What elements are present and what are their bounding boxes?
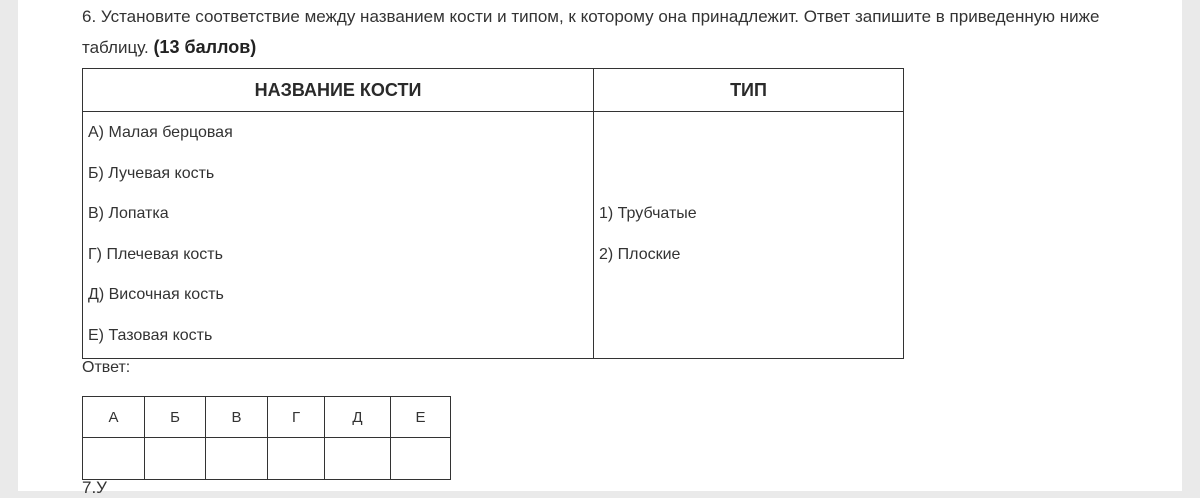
next-question-text: 7.У bbox=[82, 478, 107, 497]
bone-item-e: Е) Тазовая кость bbox=[88, 326, 213, 344]
answer-cell-e[interactable] bbox=[391, 438, 451, 480]
answer-col-e: Е bbox=[391, 397, 451, 438]
header-bone-name: НАЗВАНИЕ КОСТИ bbox=[83, 69, 594, 112]
type-item-1: 1) Трубчатые bbox=[599, 205, 697, 222]
answer-cell-a[interactable] bbox=[83, 438, 145, 480]
worksheet-page bbox=[18, 0, 1182, 497]
answer-col-b: Б bbox=[145, 397, 206, 438]
answer-col-d: Д bbox=[325, 397, 391, 438]
bone-list-cell bbox=[83, 112, 594, 359]
matching-table bbox=[82, 68, 904, 359]
type-list-cell bbox=[594, 112, 904, 359]
question-body: 6. Установите соответствие между названием кости и типом, к которому она принадлежит. Ответ запишите в приведенную ниже таблицу. bbox=[82, 7, 1100, 57]
answer-col-a: А bbox=[83, 397, 145, 438]
bone-item-v: В) Лопатка bbox=[88, 205, 169, 222]
header-type: ТИП bbox=[594, 69, 904, 112]
type-item-2: 2) Плоские bbox=[599, 245, 681, 263]
question-text bbox=[82, 2, 1142, 63]
answer-cell-d[interactable] bbox=[325, 438, 391, 480]
question-points: (13 баллов) bbox=[153, 37, 257, 57]
answer-label: Ответ: bbox=[82, 359, 131, 376]
bone-item-a: А) Малая берцовая bbox=[88, 124, 233, 141]
answer-cell-v[interactable] bbox=[206, 438, 268, 480]
bone-item-b: Б) Лучевая кость bbox=[88, 164, 215, 182]
answer-cell-g[interactable] bbox=[268, 438, 325, 480]
answer-col-g: Г bbox=[268, 397, 325, 438]
answer-cell-b[interactable] bbox=[145, 438, 206, 480]
answer-col-v: В bbox=[206, 397, 268, 438]
bone-item-g: Г) Плечевая кость bbox=[88, 245, 223, 263]
answer-table bbox=[82, 396, 451, 480]
bone-item-d: Д) Височная кость bbox=[88, 286, 224, 303]
